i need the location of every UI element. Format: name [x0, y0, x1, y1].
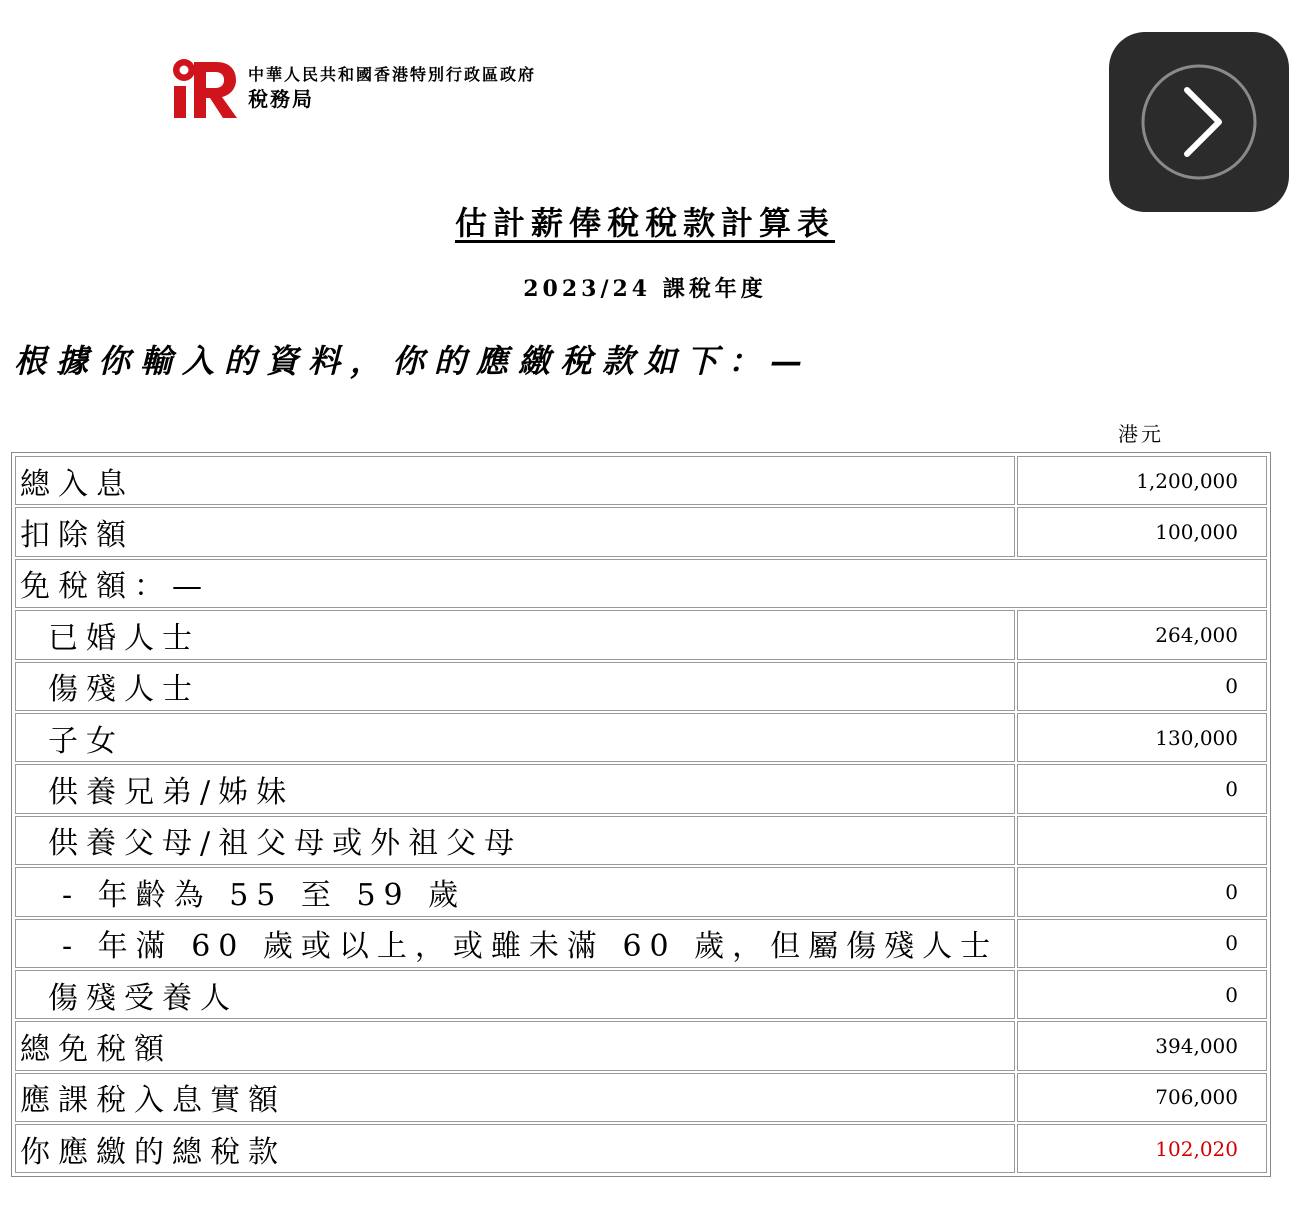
row-value: 100,000	[1017, 507, 1267, 556]
row-value: 0	[1017, 867, 1267, 916]
row-label: 總免稅額	[15, 1021, 1015, 1070]
row-label: 你應繳的總稅款	[15, 1124, 1015, 1173]
tax-table	[11, 452, 1271, 1177]
ird-logo-icon	[170, 56, 238, 120]
row-label: 子女	[15, 713, 1015, 762]
table-row-parents-60-plus	[14, 918, 1268, 969]
table-row-parents	[14, 815, 1268, 866]
table-row-net-chargeable-income	[14, 1072, 1268, 1123]
table-row-deductions	[14, 506, 1268, 557]
chevron-right-icon	[1109, 32, 1289, 212]
row-label: 供養兄弟/姊妹	[15, 764, 1015, 813]
tax-year: 2023/24 課稅年度	[523, 276, 767, 302]
logo-government-name: 中華人民共和國香港特別行政區政府	[248, 65, 537, 85]
row-value	[1017, 816, 1267, 865]
row-label: - 年齡為 55 至 59 歲	[15, 867, 1015, 916]
row-value: 0	[1017, 662, 1267, 711]
next-button[interactable]	[1109, 32, 1289, 212]
currency-unit: 港元	[1118, 422, 1164, 446]
table-row-total-income	[14, 455, 1268, 506]
row-value: 394,000	[1017, 1021, 1267, 1070]
row-label: 傷殘受養人	[15, 970, 1015, 1019]
table-row-disabled-dependant	[14, 969, 1268, 1020]
table-row-total-tax	[14, 1123, 1268, 1174]
row-value: 0	[1017, 970, 1267, 1019]
row-label: 免稅額：—	[15, 559, 1267, 608]
ird-logo	[170, 56, 536, 120]
row-value: 0	[1017, 919, 1267, 968]
table-row-married	[14, 609, 1268, 660]
logo-department-name: 稅務局	[248, 86, 314, 111]
row-label: - 年滿 60 歲或以上，或雖未滿 60 歲，但屬傷殘人士	[15, 919, 1015, 968]
table-row-siblings	[14, 763, 1268, 814]
row-value: 130,000	[1017, 713, 1267, 762]
row-value: 0	[1017, 764, 1267, 813]
intro-text: 根據你輸入的資料，你的應繳稅款如下：—	[14, 342, 813, 380]
table-row-children	[14, 712, 1268, 763]
row-label: 已婚人士	[15, 610, 1015, 659]
table-row-total-allowances	[14, 1020, 1268, 1071]
row-label: 扣除額	[15, 507, 1015, 556]
row-label: 傷殘人士	[15, 662, 1015, 711]
row-label: 供養父母/祖父母或外祖父母	[15, 816, 1015, 865]
row-value: 706,000	[1017, 1073, 1267, 1122]
row-label: 總入息	[15, 456, 1015, 505]
row-value: 1,200,000	[1017, 456, 1267, 505]
table-row-parents-55-59	[14, 866, 1268, 917]
row-label: 應課稅入息實額	[15, 1073, 1015, 1122]
row-value: 264,000	[1017, 610, 1267, 659]
table-row-disabled-person	[14, 661, 1268, 712]
page-title: 估計薪俸稅稅款計算表	[454, 204, 835, 242]
total-tax-value: 102,020	[1017, 1124, 1267, 1173]
table-row-allowances-heading	[14, 558, 1268, 609]
